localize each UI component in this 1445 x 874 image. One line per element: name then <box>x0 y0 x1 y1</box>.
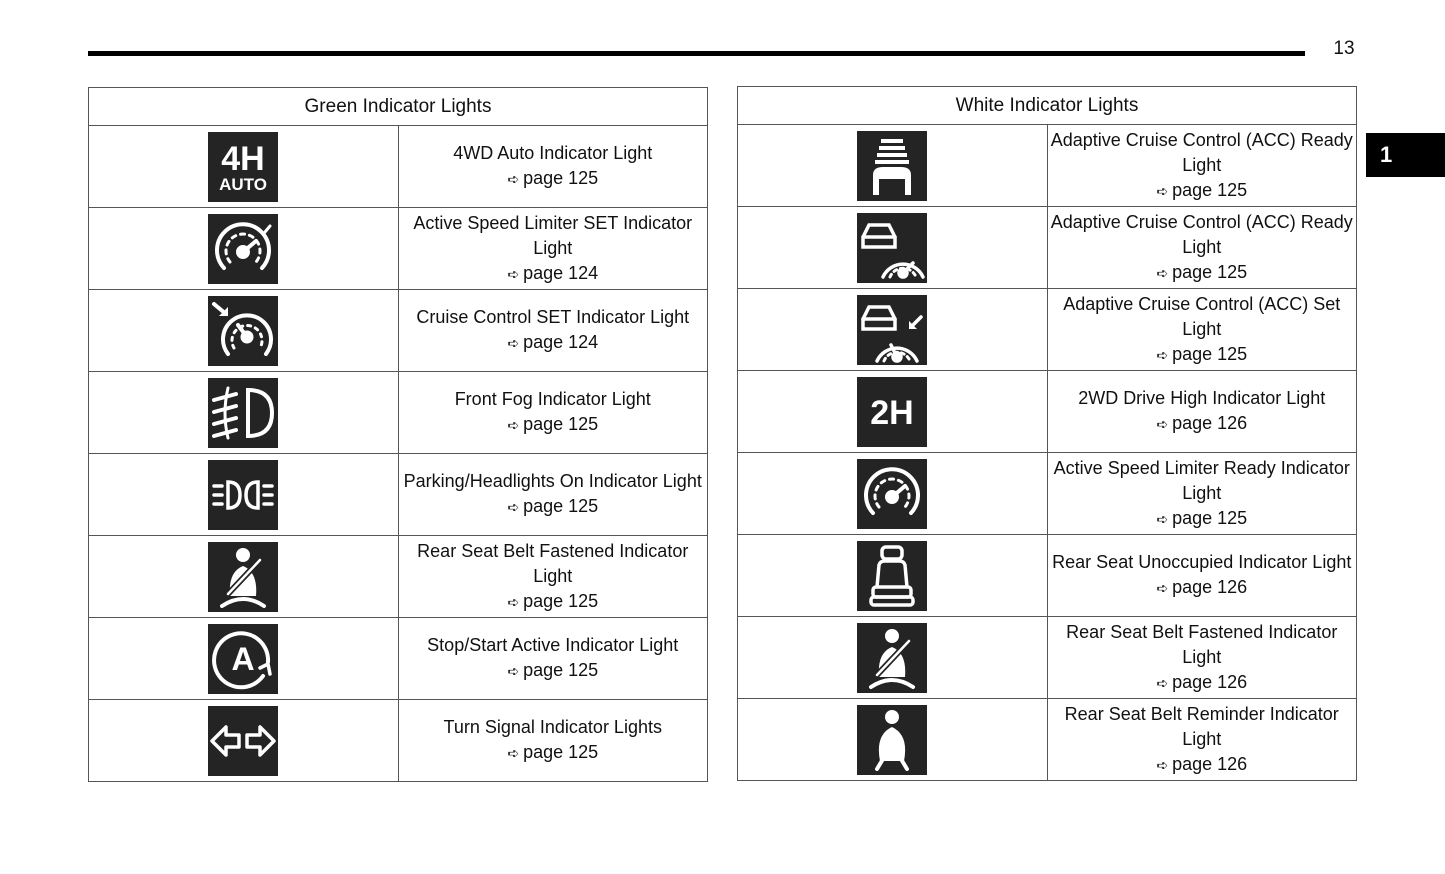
stop-start-icon <box>208 624 278 694</box>
indicator-label: 2WD Drive High Indicator Light <box>1078 388 1326 408</box>
page-link[interactable]: page 125 <box>523 168 599 188</box>
page-ref-arrow-icon: ➪ <box>507 265 520 282</box>
indicator-label: Cruise Control SET Indicator Light <box>416 307 690 327</box>
table-row <box>738 617 1357 699</box>
page-ref-arrow-icon: ➪ <box>507 663 520 679</box>
seat-belt-fastened-icon <box>857 623 927 693</box>
2wd-high-icon <box>857 377 927 447</box>
acc-ready-car-icon <box>857 213 927 283</box>
page-link[interactable]: page 124 <box>523 332 599 352</box>
front-fog-icon <box>208 378 278 448</box>
green-table-title: Green Indicator Lights <box>89 88 708 126</box>
table-row <box>89 454 708 536</box>
indicator-label: Parking/Headlights On Indicator Light <box>403 471 702 491</box>
page-link[interactable]: page 126 <box>1172 413 1248 433</box>
seat-unoccupied-icon <box>857 541 927 611</box>
page-link[interactable]: page 125 <box>1172 343 1248 364</box>
seat-belt-fastened-icon <box>208 542 278 612</box>
acc-set-icon <box>857 295 927 365</box>
indicator-label: Adaptive Cruise Control (ACC) Ready Light <box>1050 129 1353 175</box>
auto-text: AUTO <box>219 174 268 194</box>
page-ref-arrow-icon: ➪ <box>507 171 520 187</box>
page-link[interactable]: page 126 <box>1172 671 1248 692</box>
page-ref-arrow-icon: ➪ <box>1156 264 1169 281</box>
4h-text: 4H <box>221 139 265 178</box>
page-link[interactable]: page 125 <box>1172 261 1248 282</box>
page-ref-arrow-icon: ➪ <box>507 417 520 433</box>
table-row <box>738 289 1357 371</box>
cruise-set-icon <box>208 296 278 366</box>
indicator-label: Rear Seat Unoccupied Indicator Light <box>1052 552 1352 572</box>
page-ref-arrow-icon: ➪ <box>507 335 520 351</box>
table-row <box>89 208 708 290</box>
indicator-label: Active Speed Limiter SET Indicator Light <box>413 212 693 258</box>
page-link[interactable]: page 125 <box>523 590 599 611</box>
4wd-auto-icon <box>208 132 278 202</box>
page-link[interactable]: page 125 <box>523 742 599 762</box>
page-ref-arrow-icon: ➪ <box>1156 510 1169 527</box>
header-rule <box>88 51 1305 56</box>
table-row <box>89 536 708 618</box>
page-ref-arrow-icon: ➪ <box>1156 756 1169 773</box>
table-row <box>89 290 708 372</box>
page-link[interactable]: page 125 <box>523 414 599 434</box>
page-ref-arrow-icon: ➪ <box>1156 416 1169 432</box>
indicator-label: Front Fog Indicator Light <box>454 389 651 409</box>
page-ref-arrow-icon: ➪ <box>1156 182 1169 199</box>
page-ref-arrow-icon: ➪ <box>507 593 520 610</box>
page-link[interactable]: page 126 <box>1172 753 1248 774</box>
table-row <box>89 700 708 782</box>
page-link[interactable]: page 124 <box>523 262 599 283</box>
table-row <box>89 126 708 208</box>
indicator-label: Adaptive Cruise Control (ACC) Set Light <box>1063 293 1341 339</box>
table-row <box>738 535 1357 617</box>
page-ref-arrow-icon: ➪ <box>1156 674 1169 691</box>
indicator-label: Adaptive Cruise Control (ACC) Ready Light <box>1050 211 1353 257</box>
a-text: A <box>231 640 255 677</box>
parking-lights-icon <box>208 460 278 530</box>
section-tab: 1 <box>1366 133 1445 177</box>
table-row <box>89 372 708 454</box>
page-link[interactable]: page 125 <box>1172 507 1248 528</box>
table-row <box>738 207 1357 289</box>
white-table-title: White Indicator Lights <box>738 87 1357 125</box>
acc-ready-road-icon <box>857 131 927 201</box>
page-link[interactable]: page 125 <box>1172 179 1248 200</box>
seat-belt-reminder-icon <box>857 705 927 775</box>
indicator-label: Rear Seat Belt Fastened Indicator Light <box>1066 621 1338 667</box>
indicator-label: Stop/Start Active Indicator Light <box>427 635 679 655</box>
page-ref-arrow-icon: ➪ <box>1156 580 1169 596</box>
table-row <box>738 125 1357 207</box>
turn-signal-icon <box>208 706 278 776</box>
green-indicator-table <box>88 87 708 782</box>
speed-limiter-set-icon <box>208 214 278 284</box>
2h-text: 2H <box>870 393 914 432</box>
page-link[interactable]: page 125 <box>523 496 599 516</box>
indicator-label: 4WD Auto Indicator Light <box>453 143 653 163</box>
table-row <box>738 453 1357 535</box>
speed-limiter-ready-icon <box>857 459 927 529</box>
page-link[interactable]: page 125 <box>523 660 599 680</box>
page-ref-arrow-icon: ➪ <box>1156 346 1169 363</box>
indicator-label: Active Speed Limiter Ready Indicator Light <box>1053 457 1350 503</box>
table-row <box>738 699 1357 781</box>
table-row <box>738 371 1357 453</box>
table-row <box>89 618 708 700</box>
page-ref-arrow-icon: ➪ <box>507 745 520 761</box>
page-ref-arrow-icon: ➪ <box>507 499 520 515</box>
indicator-label: Rear Seat Belt Reminder Indicator Light <box>1064 703 1339 749</box>
indicator-label: Rear Seat Belt Fastened Indicator Light <box>417 540 689 586</box>
page-number: 13 <box>1333 38 1355 59</box>
page-link[interactable]: page 126 <box>1172 577 1248 597</box>
indicator-label: Turn Signal Indicator Lights <box>443 717 662 737</box>
white-indicator-table <box>737 86 1357 781</box>
